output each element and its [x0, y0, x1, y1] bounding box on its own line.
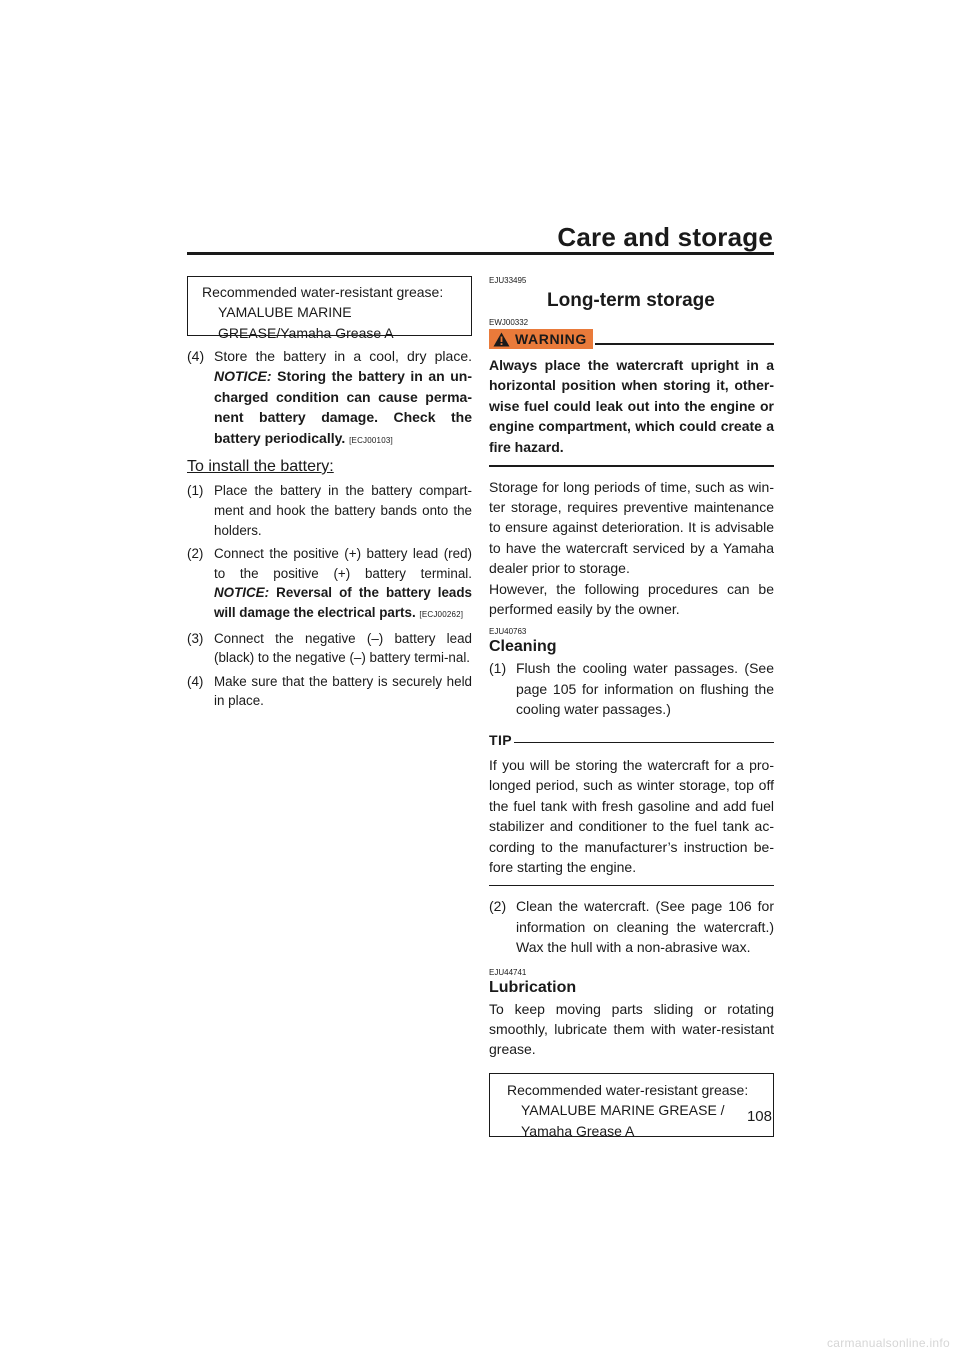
install-step-3 — [187, 629, 472, 668]
tip-bottom-rule — [489, 885, 774, 886]
step-text: Place the battery in the battery compart-ment and hook the battery bands onto the holders. — [214, 483, 472, 538]
install-step-2 — [187, 544, 472, 624]
grease-box-title: Recommended water-resistant grease: — [202, 284, 444, 300]
cleaning-step-1 — [489, 658, 774, 719]
step-number: (2) — [187, 546, 204, 562]
install-battery-heading: To install the battery: — [187, 458, 334, 476]
lubrication-text: To keep moving parts sliding or rotating smoothly, lubricate them with water-resistant grease. — [489, 1000, 774, 1058]
warning-label: WARNING — [515, 330, 587, 347]
notice-label: NOTICE: — [214, 585, 270, 601]
cleaning-title: Cleaning — [489, 638, 557, 656]
step-text: Connect the negative (–) battery lead (black) to the negative (–) battery termi-nal. — [214, 630, 472, 666]
section-title: Long-term storage — [547, 290, 715, 311]
grease-recommendation-box-2 — [489, 1073, 774, 1137]
section-reference-code: EJU33495 — [489, 276, 527, 285]
grease-box-line-2: GREASE/Yamaha Grease A — [218, 324, 394, 341]
reference-code: [ECJ00103] — [349, 435, 393, 445]
step-text: Store the battery in a cool, dry place. — [214, 348, 472, 364]
left-column — [187, 276, 472, 711]
cleaning-reference-code: EJU40763 — [489, 627, 527, 637]
step-text: Make sure that the battery is securely held in place. — [214, 673, 472, 709]
tip-text: If you will be storing the watercraft for a pro-longed period, such as winter storage, top off the fuel tank with fresh gasoline and add fuel stabilizer and conditioner to the fuel tank ac-cording to the manufacturer’s instruction be-fore starting the engine. — [489, 757, 774, 876]
step-number: (2) — [489, 898, 507, 915]
grease-box-line-1: YAMALUBE MARINE GREASE / — [521, 1102, 725, 1119]
storage-intro-paragraph-2: However, the following procedures can be performed easily by the owner. — [489, 580, 774, 617]
page-header-title: Care and storage — [557, 222, 773, 252]
lubrication-title: Lubrication — [489, 978, 577, 996]
install-step-1 — [187, 481, 472, 540]
install-step-4 — [187, 672, 472, 711]
warning-badge — [489, 329, 593, 349]
step-text: Flush the cooling water passages. (See page 105 for information on flushing the cooling water passages.) — [516, 660, 774, 718]
lubrication-reference-code: EJU44741 — [489, 967, 527, 977]
tip-label: TIP — [489, 731, 512, 748]
warning-top-rule — [595, 343, 774, 345]
grease-recommendation-box — [187, 276, 472, 341]
cleaning-step-2 — [489, 896, 774, 957]
warning-bottom-rule — [489, 465, 774, 467]
warning-header — [489, 329, 774, 349]
storage-step-4 — [187, 346, 472, 451]
step-number: (1) — [187, 483, 204, 499]
warning-text: Always place the watercraft upright in a horizontal position when storing it, other-wise fuel could leak out into the engine or engine compartment, which could create a fire hazard. — [489, 357, 774, 455]
warning-triangle-icon — [493, 332, 510, 347]
reference-code: [ECJ00262] — [419, 610, 464, 619]
storage-intro-paragraph: Storage for long periods of time, such as win-ter storage, requires preventive maintenance to ensure against deterioration. It is advisable to have the watercraft serviced by a Yamaha dealer prior to storage. — [489, 478, 774, 577]
warning-reference-code: EWJ00332 — [489, 318, 529, 327]
notice-text: Storing the battery in an un-charged condition can cause perma-nent battery damage. Check the battery periodically. — [214, 368, 473, 446]
notice-text: Reversal of the battery leads will damage the electrical parts. — [214, 585, 472, 620]
watermark: carmanualsonline.info — [826, 1336, 950, 1350]
step-number: (4) — [187, 673, 204, 689]
tip-header — [489, 730, 774, 750]
tip-top-rule — [514, 742, 774, 743]
step-text: Connect the positive (+) battery lead (red) to the positive (+) battery terminal. — [214, 546, 472, 581]
step-number: (3) — [187, 630, 204, 646]
step-text: Clean the watercraft. (See page 106 for information on cleaning the watercraft.) Wax the hull with a non-abrasive wax. — [516, 898, 774, 956]
right-column — [489, 276, 774, 1137]
step-number: (1) — [489, 660, 507, 677]
grease-box-title: Recommended water-resistant grease: — [507, 1081, 749, 1098]
step-number: (4) — [187, 348, 205, 364]
grease-box-line-1: YAMALUBE MARINE — [218, 304, 352, 321]
header-rule — [187, 252, 774, 255]
grease-box-line-2: Yamaha Grease A — [521, 1122, 635, 1139]
page-number: 108 — [746, 1108, 772, 1125]
notice-label: NOTICE: — [214, 368, 272, 385]
